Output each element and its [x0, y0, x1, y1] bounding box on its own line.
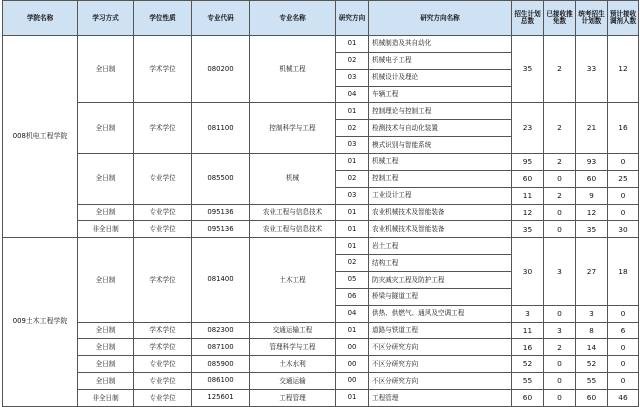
header-college: 学院名称	[3, 1, 78, 36]
major-name-cell: 交通运输	[250, 373, 336, 390]
study-mode-cell: 非全日制	[78, 390, 134, 407]
direction-cell: 02	[336, 52, 369, 69]
major-name-cell: 农业工程与信息技术	[250, 221, 336, 238]
transfer-expected-cell: 0	[608, 154, 639, 171]
direction-name-cell: 检测技术与自动化装置	[369, 120, 512, 137]
table-row	[3, 339, 639, 356]
direction-cell: 03	[336, 137, 369, 154]
direction-name-cell: 机械电子工程	[369, 52, 512, 69]
major-code-cell: 081400	[192, 238, 250, 322]
header-major-name: 专业名称	[250, 1, 336, 36]
direction-name-cell: 供热、供燃气、通风及空调工程	[369, 305, 512, 322]
direction-name-cell: 工程管理	[369, 390, 512, 407]
plan-total-cell: 35	[512, 221, 544, 238]
exam-plan-cell: 55	[576, 373, 608, 390]
direction-name-cell: 道路与铁道工程	[369, 322, 512, 339]
transfer-expected-cell: 30	[608, 221, 639, 238]
exam-plan-cell: 27	[576, 238, 608, 305]
major-name-cell: 农业工程与信息技术	[250, 204, 336, 221]
exam-plan-cell: 60	[576, 170, 608, 187]
major-code-cell: 085900	[192, 356, 250, 373]
study-mode-cell: 全日制	[78, 36, 134, 103]
exempt-received-cell: 0	[544, 221, 576, 238]
header-exempt-received: 已接收推免数	[544, 1, 576, 36]
transfer-expected-cell: 0	[608, 373, 639, 390]
header-major-code: 专业代码	[192, 1, 250, 36]
direction-name-cell: 不区分研究方向	[369, 373, 512, 390]
direction-name-cell: 控制理论与控制工程	[369, 103, 512, 120]
direction-cell: 01	[336, 238, 369, 255]
major-name-cell: 土木水利	[250, 356, 336, 373]
direction-name-cell: 机械制造及其自动化	[369, 36, 512, 53]
transfer-expected-cell: 0	[608, 356, 639, 373]
transfer-expected-cell: 0	[608, 187, 639, 204]
exempt-received-cell: 2	[544, 103, 576, 154]
exempt-received-cell: 0	[544, 204, 576, 221]
transfer-expected-cell: 16	[608, 103, 639, 154]
direction-cell: 01	[336, 204, 369, 221]
transfer-expected-cell: 6	[608, 322, 639, 339]
table-row	[3, 390, 639, 407]
degree-type-cell: 学术学位	[134, 238, 192, 322]
major-name-cell: 机械	[250, 154, 336, 205]
direction-cell: 05	[336, 272, 369, 289]
table-row	[3, 238, 639, 255]
exam-plan-cell: 60	[576, 390, 608, 407]
college-cell: 009土木工程学院	[3, 238, 78, 407]
header-study-mode: 学习方式	[78, 1, 134, 36]
plan-total-cell: 3	[512, 305, 544, 322]
direction-cell: 01	[336, 154, 369, 171]
header-direction-name: 研究方向名称	[369, 1, 512, 36]
direction-cell: 00	[336, 339, 369, 356]
major-name-cell: 交通运输工程	[250, 322, 336, 339]
plan-total-cell: 23	[512, 103, 544, 154]
direction-cell: 01	[336, 36, 369, 53]
header-transfer-expected: 预计接收调剂人数	[608, 1, 639, 36]
transfer-expected-cell: 0	[608, 305, 639, 322]
transfer-expected-cell: 0	[608, 339, 639, 356]
degree-type-cell: 专业学位	[134, 356, 192, 373]
direction-name-cell: 车辆工程	[369, 86, 512, 103]
major-code-cell: 087100	[192, 339, 250, 356]
direction-name-cell: 结构工程	[369, 255, 512, 272]
plan-total-cell: 60	[512, 170, 544, 187]
study-mode-cell: 全日制	[78, 204, 134, 221]
degree-type-cell: 专业学位	[134, 154, 192, 205]
major-name-cell: 机械工程	[250, 36, 336, 103]
transfer-expected-cell: 0	[608, 204, 639, 221]
exempt-received-cell: 0	[544, 373, 576, 390]
plan-total-cell: 60	[512, 390, 544, 407]
direction-cell: 02	[336, 170, 369, 187]
table-row	[3, 221, 639, 238]
direction-name-cell: 工业设计工程	[369, 187, 512, 204]
exam-plan-cell: 35	[576, 221, 608, 238]
header-row	[3, 1, 639, 36]
direction-name-cell: 机械设计及理论	[369, 69, 512, 86]
table-row	[3, 36, 639, 53]
exempt-received-cell: 0	[544, 305, 576, 322]
direction-cell: 01	[336, 221, 369, 238]
direction-cell: 01	[336, 322, 369, 339]
major-code-cell: 081100	[192, 103, 250, 154]
table-row	[3, 322, 639, 339]
major-code-cell: 085500	[192, 154, 250, 205]
exam-plan-cell: 8	[576, 322, 608, 339]
exempt-received-cell: 3	[544, 322, 576, 339]
study-mode-cell: 全日制	[78, 322, 134, 339]
transfer-expected-cell: 25	[608, 170, 639, 187]
direction-name-cell: 农业机械技术及智能装备	[369, 204, 512, 221]
plan-total-cell: 35	[512, 36, 544, 103]
transfer-expected-cell: 46	[608, 390, 639, 407]
exempt-received-cell: 2	[544, 36, 576, 103]
transfer-expected-cell: 12	[608, 36, 639, 103]
degree-type-cell: 学术学位	[134, 322, 192, 339]
major-code-cell: 082300	[192, 322, 250, 339]
exam-plan-cell: 52	[576, 356, 608, 373]
direction-cell: 00	[336, 373, 369, 390]
header-exam-plan: 统考招生计划数	[576, 1, 608, 36]
direction-cell: 06	[336, 288, 369, 305]
direction-name-cell: 模式识别与智能系统	[369, 137, 512, 154]
header-degree-type: 学位性质	[134, 1, 192, 36]
major-code-cell: 095136	[192, 221, 250, 238]
study-mode-cell: 全日制	[78, 103, 134, 154]
direction-cell: 01	[336, 103, 369, 120]
plan-total-cell: 12	[512, 204, 544, 221]
exempt-received-cell: 0	[544, 356, 576, 373]
degree-type-cell: 学术学位	[134, 36, 192, 103]
direction-name-cell: 桥梁与隧道工程	[369, 288, 512, 305]
exempt-received-cell: 2	[544, 154, 576, 171]
exam-plan-cell: 33	[576, 36, 608, 103]
exam-plan-cell: 9	[576, 187, 608, 204]
degree-type-cell: 专业学位	[134, 373, 192, 390]
study-mode-cell: 全日制	[78, 373, 134, 390]
exempt-received-cell: 3	[544, 238, 576, 305]
study-mode-cell: 全日制	[78, 154, 134, 205]
transfer-expected-cell: 18	[608, 238, 639, 305]
direction-name-cell: 防灾减灾工程及防护工程	[369, 272, 512, 289]
direction-name-cell: 机械工程	[369, 154, 512, 171]
exam-plan-cell: 93	[576, 154, 608, 171]
exempt-received-cell: 0	[544, 170, 576, 187]
plan-total-cell: 95	[512, 154, 544, 171]
direction-cell: 02	[336, 255, 369, 272]
direction-name-cell: 不区分研究方向	[369, 356, 512, 373]
direction-cell: 00	[336, 356, 369, 373]
exam-plan-cell: 21	[576, 103, 608, 154]
plan-total-cell: 30	[512, 238, 544, 305]
direction-cell: 04	[336, 86, 369, 103]
study-mode-cell: 全日制	[78, 356, 134, 373]
major-name-cell: 工程管理	[250, 390, 336, 407]
table-row	[3, 204, 639, 221]
plan-total-cell: 16	[512, 339, 544, 356]
exempt-received-cell: 0	[544, 390, 576, 407]
direction-name-cell: 不区分研究方向	[369, 339, 512, 356]
plan-total-cell: 52	[512, 356, 544, 373]
degree-type-cell: 专业学位	[134, 204, 192, 221]
direction-cell: 03	[336, 187, 369, 204]
direction-cell: 03	[336, 69, 369, 86]
direction-cell: 01	[336, 390, 369, 407]
exam-plan-cell: 3	[576, 305, 608, 322]
exam-plan-cell: 14	[576, 339, 608, 356]
exempt-received-cell: 2	[544, 187, 576, 204]
direction-name-cell: 农业机械技术及智能装备	[369, 221, 512, 238]
study-mode-cell: 全日制	[78, 238, 134, 322]
degree-type-cell: 专业学位	[134, 221, 192, 238]
degree-type-cell: 学术学位	[134, 103, 192, 154]
table-row	[3, 356, 639, 373]
degree-type-cell: 学术学位	[134, 339, 192, 356]
study-mode-cell: 非全日制	[78, 221, 134, 238]
exempt-received-cell: 2	[544, 339, 576, 356]
plan-total-cell: 11	[512, 187, 544, 204]
major-code-cell: 086100	[192, 373, 250, 390]
header-plan-total: 招生计划总数	[512, 1, 544, 36]
direction-name-cell: 控制工程	[369, 170, 512, 187]
study-mode-cell: 全日制	[78, 339, 134, 356]
direction-name-cell: 岩土工程	[369, 238, 512, 255]
enrollment-table	[2, 0, 639, 407]
major-code-cell: 095136	[192, 204, 250, 221]
major-name-cell: 管理科学与工程	[250, 339, 336, 356]
direction-cell: 04	[336, 305, 369, 322]
plan-total-cell: 55	[512, 373, 544, 390]
header-direction: 研究方向	[336, 1, 369, 36]
direction-cell: 02	[336, 120, 369, 137]
plan-total-cell: 11	[512, 322, 544, 339]
table-row	[3, 373, 639, 390]
major-name-cell: 土木工程	[250, 238, 336, 322]
exam-plan-cell: 12	[576, 204, 608, 221]
table-row	[3, 154, 639, 171]
major-name-cell: 控制科学与工程	[250, 103, 336, 154]
table-row	[3, 103, 639, 120]
major-code-cell: 125601	[192, 390, 250, 407]
degree-type-cell: 专业学位	[134, 390, 192, 407]
major-code-cell: 080200	[192, 36, 250, 103]
college-cell: 008机电工程学院	[3, 36, 78, 238]
